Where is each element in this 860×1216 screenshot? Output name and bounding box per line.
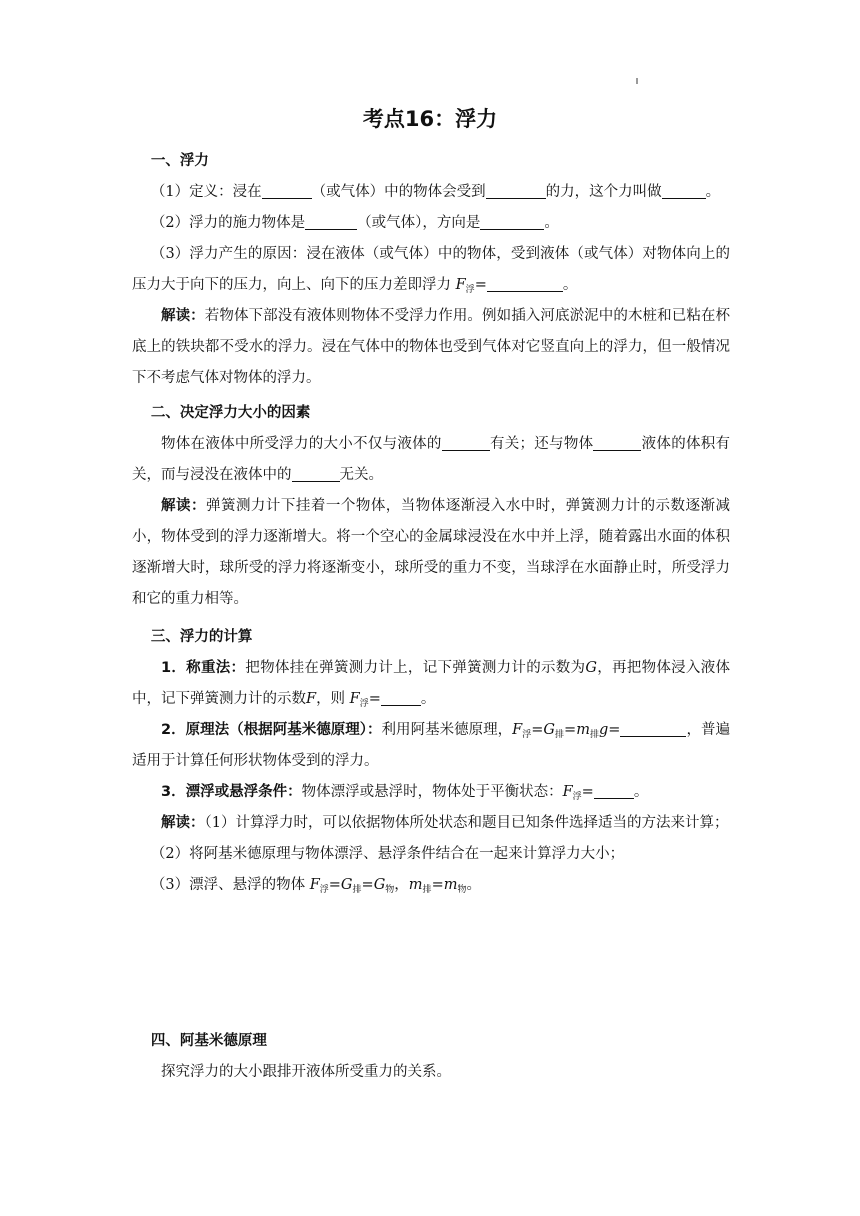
method-label: 2．原理法（根据阿基米德原理）：	[161, 722, 382, 738]
formula-sub: 排	[589, 730, 599, 740]
text: （2）浮力的施力物体是	[150, 215, 306, 231]
section-heading: 一、浮力	[150, 153, 209, 169]
formula-var: G	[585, 660, 597, 676]
fill-blank[interactable]	[381, 688, 421, 706]
method-label: 3．漂浮或悬浮条件：	[161, 784, 302, 800]
text: ，再把物体浸入液体中，记下弹簧测力计的示数	[132, 660, 730, 707]
fill-blank[interactable]	[486, 181, 546, 199]
text: =	[474, 277, 487, 293]
note-label: 解读：	[161, 308, 205, 324]
paragraph: 探究浮力的大小跟排开液体所受重力的关系。	[161, 1064, 451, 1080]
formula-var: F	[309, 877, 320, 893]
fill-blank[interactable]	[305, 212, 357, 230]
formula-sub: 排	[422, 885, 432, 895]
method-principle	[132, 715, 730, 777]
formula-var: m	[408, 877, 423, 893]
fill-blank[interactable]	[662, 181, 706, 199]
fill-blank[interactable]	[292, 464, 340, 482]
formula-var: F	[512, 722, 523, 738]
note-paragraph	[132, 301, 730, 394]
text: =	[531, 722, 544, 738]
note-paragraph	[132, 808, 730, 839]
note-paragraph	[132, 491, 730, 615]
text: 有关；还与物体	[489, 436, 594, 452]
formula-var: F	[306, 691, 317, 707]
note-label: 解读：	[161, 498, 206, 514]
definition-line	[132, 177, 730, 208]
page-title: 考点16：浮力	[362, 107, 498, 131]
source-line	[132, 208, 730, 239]
text: 把物体挂在弹簧测力计上，记下弹簧测力计的示数为	[245, 660, 586, 676]
fill-blank[interactable]	[620, 719, 686, 737]
text: =	[361, 877, 374, 893]
text: ，	[394, 877, 409, 893]
method-weighing	[132, 653, 730, 715]
text: 。	[544, 215, 559, 231]
text: 利用阿基米德原理，	[381, 722, 513, 738]
note-item: （2）将阿基米德原理与物体漂浮、悬浮条件结合在一起来计算浮力大小；	[150, 846, 625, 862]
formula-sub: 排	[352, 885, 362, 895]
formula-var: G	[543, 722, 556, 738]
text: （1）定义：浸在	[150, 184, 262, 200]
text: （3）漂浮、悬浮的物体	[150, 877, 306, 893]
section-factors	[132, 398, 730, 615]
formula-sub: 物	[385, 885, 395, 895]
text: 物体在液体中所受浮力的大小不仅与液体的	[161, 436, 442, 452]
text: 。	[562, 277, 578, 293]
formula-sub: 浮	[522, 730, 532, 740]
text: （或气体），方向是	[357, 215, 481, 231]
text: =	[608, 722, 621, 738]
formula-var: F	[349, 691, 360, 707]
fill-blank[interactable]	[442, 433, 490, 451]
text: 。	[633, 784, 649, 800]
formula-var: m	[443, 877, 458, 893]
text: （1）计算浮力时，可以依据物体所处状态和题目已知条件选择适当的方法来计算；	[204, 815, 729, 831]
formula-sub: 浮	[359, 699, 369, 709]
text: 液体的体积有关，而与浸没在液体中的	[132, 436, 731, 483]
formula-var: F	[455, 277, 466, 293]
text: =	[368, 691, 381, 707]
formula-var: G	[340, 877, 353, 893]
section-calculation	[132, 622, 730, 901]
section-heading: 二、决定浮力大小的因素	[150, 405, 311, 421]
text: 若物体下部没有液体则物体不受浮力作用。例如插入河底淤泥中的木桩和已粘在杯底上的铁块都不受水的浮力。浸在气体中的物体也受到气体对它竖直向上的浮力，但一般情况下不考虑气体对物体的浮力。	[132, 308, 731, 386]
text: 弹簧测力计下挂着一个物体，当物体逐渐浸入水中时，弹簧测力计的示数逐渐减小，物体受到的浮力逐渐增大。将一个空心的金属球浸没在水中并上浮，随着露出水面的体积逐渐增大时，球所受的浮力将逐渐变小，球所受的重力不变，当球浮在水面静止时，所受浮力和它的重力相等。	[132, 498, 731, 607]
text: =	[581, 784, 594, 800]
text: 无关。	[339, 467, 383, 483]
text: ，则	[316, 691, 346, 707]
formula-var: F	[562, 784, 573, 800]
formula-sub: 排	[555, 730, 565, 740]
text: 。	[705, 184, 721, 200]
formula-var: g	[598, 722, 609, 738]
method-label: 1．称重法：	[161, 660, 246, 676]
fill-blank[interactable]	[487, 274, 563, 292]
formula-var: m	[576, 722, 590, 738]
section-buoyancy	[132, 146, 730, 394]
text: 的力，这个力叫做	[545, 184, 662, 200]
formula-sub: 浮	[319, 885, 329, 895]
text: ，普遍适用于计算任何形状物体受到的浮力。	[132, 722, 730, 769]
section-archimedes	[132, 1026, 730, 1088]
text: 物体漂浮或悬浮时，物体处于平衡状态：	[301, 784, 563, 800]
method-floating	[132, 777, 730, 808]
page-corner-mark	[636, 78, 638, 84]
fill-blank[interactable]	[593, 433, 641, 451]
fill-blank[interactable]	[480, 212, 544, 230]
factors-paragraph	[132, 429, 730, 491]
formula-sub: 物	[457, 885, 467, 895]
text: =	[328, 877, 341, 893]
fill-blank[interactable]	[594, 781, 634, 799]
note-label: 解读：	[161, 815, 205, 831]
text: （或气体）中的物体会受到	[311, 184, 486, 200]
note-item	[132, 870, 730, 901]
formula-sub: 浮	[465, 285, 475, 295]
text: =	[564, 722, 577, 738]
formula-sub: 浮	[572, 792, 582, 802]
section-heading: 三、浮力的计算	[150, 629, 253, 645]
text: =	[431, 877, 444, 893]
text: 。	[420, 691, 436, 707]
fill-blank[interactable]	[262, 181, 312, 199]
cause-paragraph	[132, 239, 730, 301]
text: （3）浮力产生的原因：浸在液体（或气体）中的物体，受到液体（或气体）对物体向上的压力大于向下的压力，向上、向下的压力差即浮力	[132, 246, 730, 293]
section-heading: 四、阿基米德原理	[150, 1033, 267, 1049]
text: 。	[466, 877, 481, 893]
formula-var: G	[373, 877, 386, 893]
